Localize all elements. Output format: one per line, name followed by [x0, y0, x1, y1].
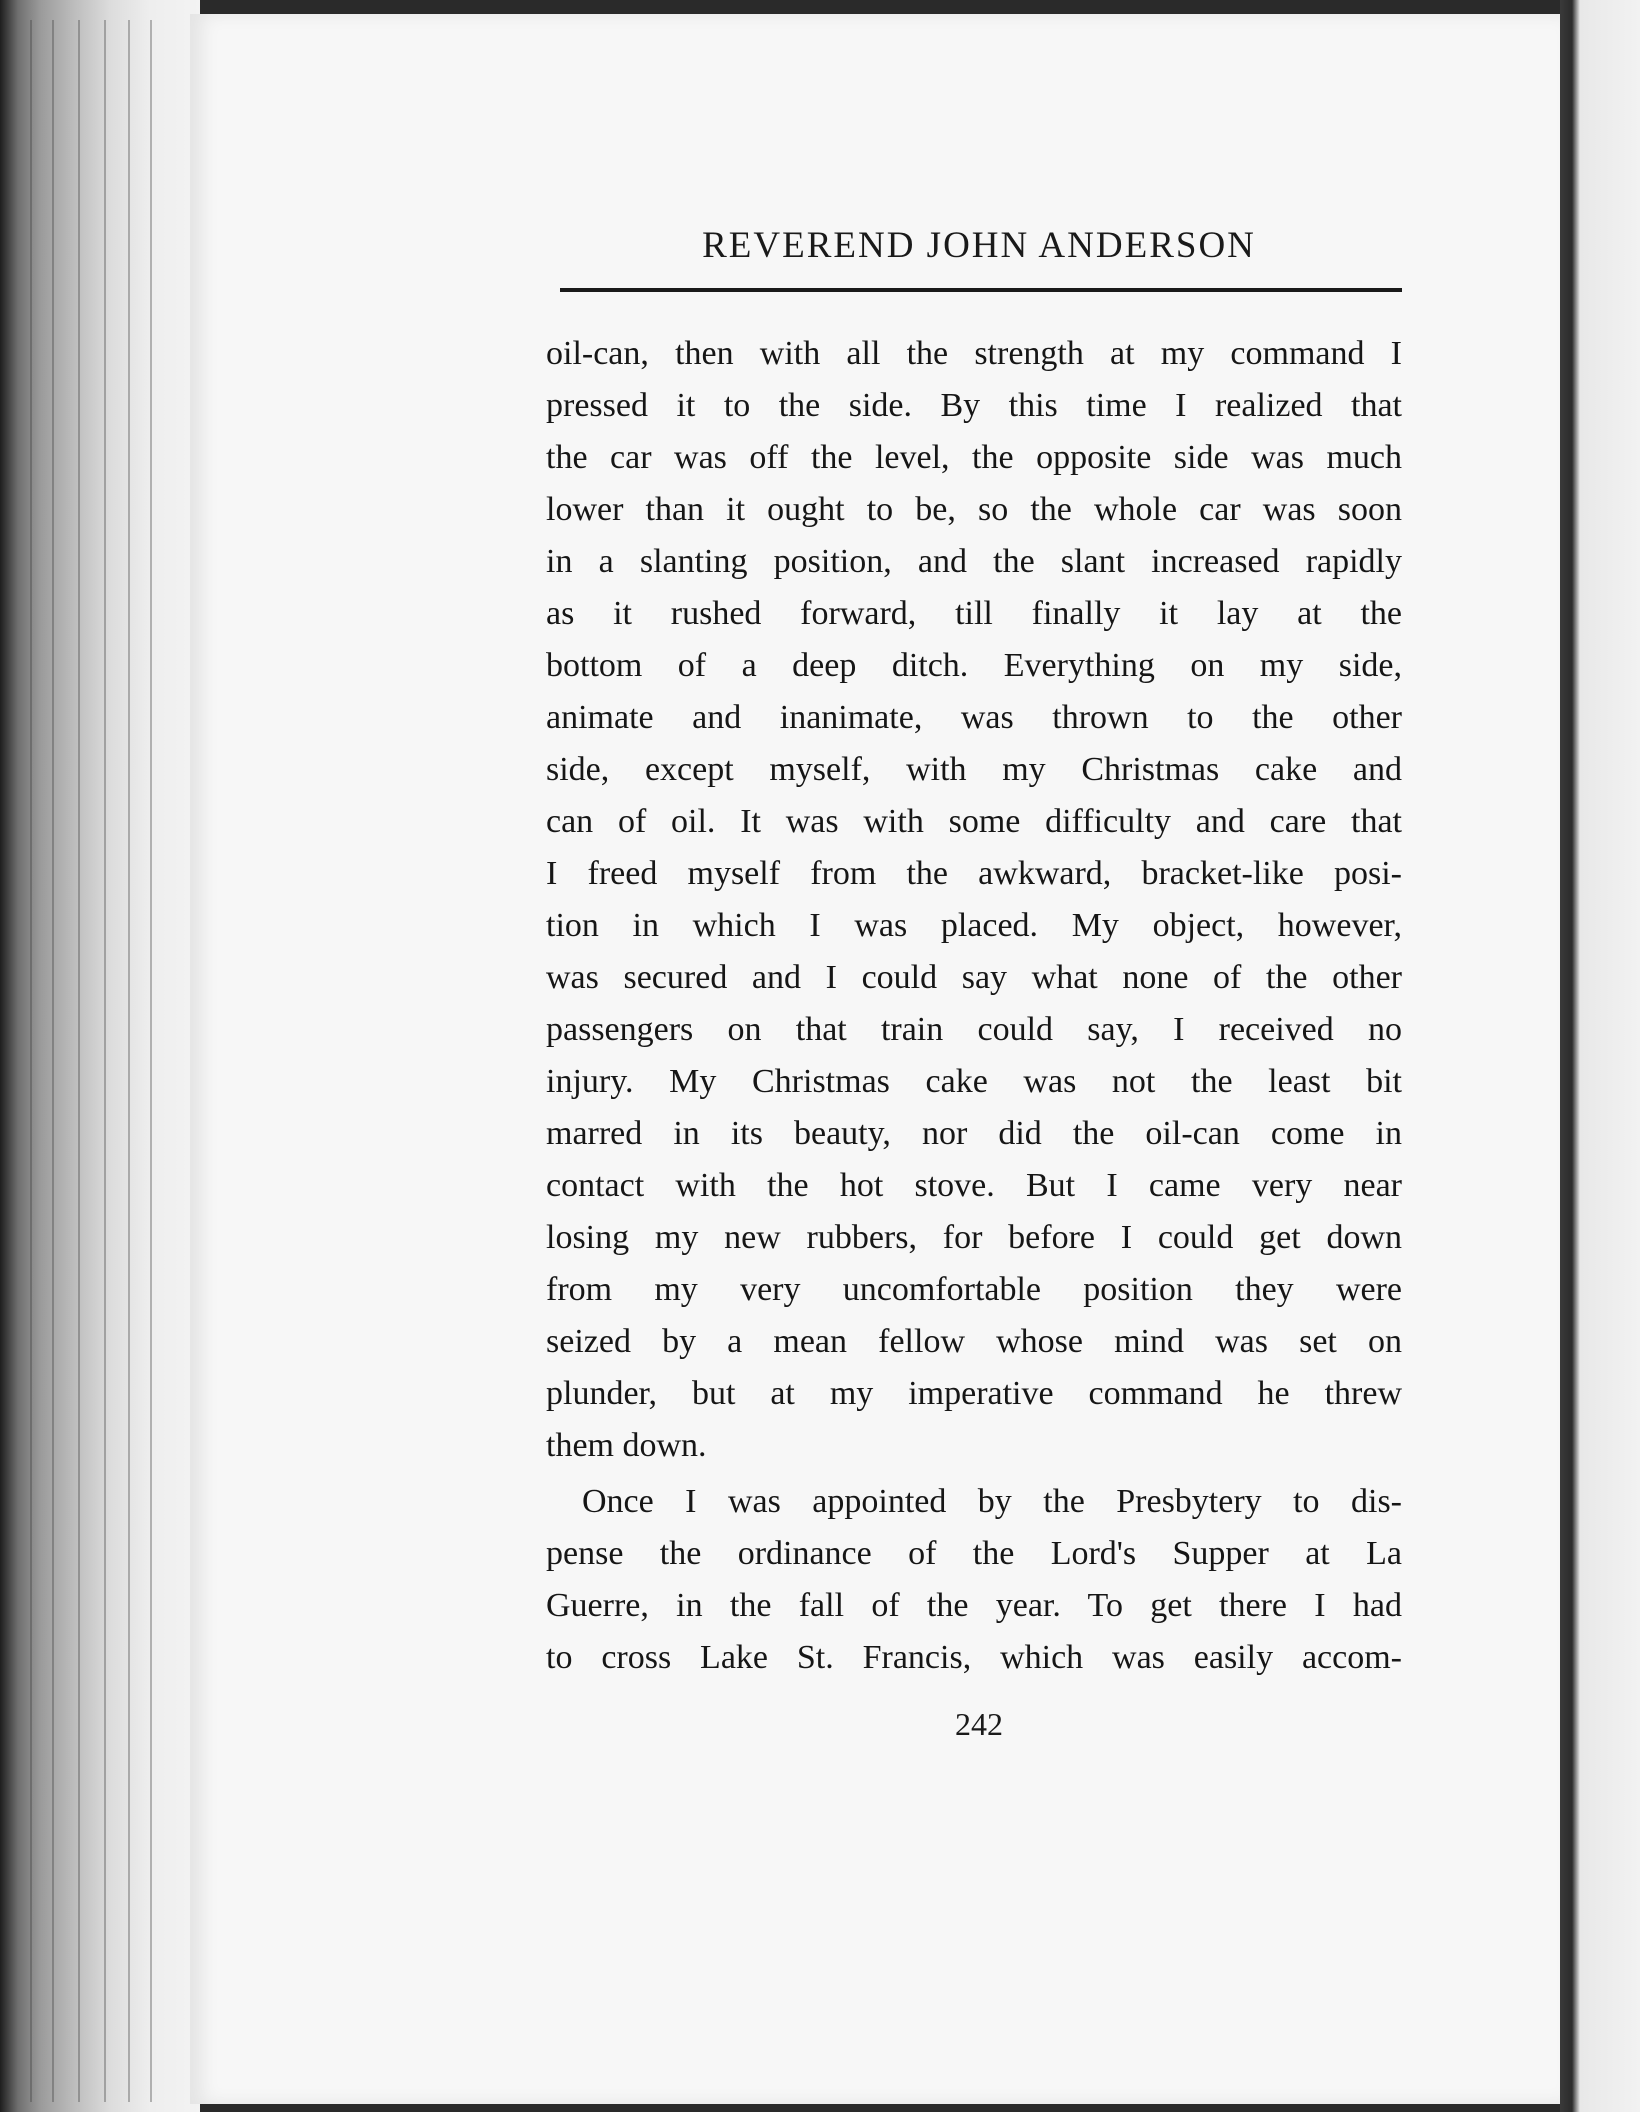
text-line: can of oil. It was with some difficulty and care that — [546, 803, 1402, 840]
paragraph-2 — [546, 1476, 1402, 1684]
text-line: contact with the hot stove. But I came very near — [546, 1167, 1402, 1204]
text-line: the car was off the level, the opposite side was much — [546, 439, 1402, 476]
text-line: in a slanting position, and the slant increased rapidly — [546, 543, 1402, 580]
text-line: marred in its beauty, nor did the oil-can come in — [546, 1115, 1402, 1152]
text-line: animate and inanimate, was thrown to the other — [546, 699, 1402, 736]
book-page-edges — [0, 0, 200, 2112]
text-line: as it rushed forward, till finally it lay at the — [546, 595, 1402, 632]
text-line: lower than it ought to be, so the whole car was soon — [546, 491, 1402, 528]
text-line: Once I was appointed by the Presbytery to dis- — [582, 1483, 1402, 1520]
header-rule — [560, 288, 1402, 292]
text-line: seized by a mean fellow whose mind was set on — [546, 1323, 1402, 1360]
text-line: losing my new rubbers, for before I could get down — [546, 1219, 1402, 1256]
text-line: them down. — [546, 1427, 707, 1464]
text-line: oil-can, then with all the strength at my command I — [546, 335, 1402, 372]
text-line: from my very uncomfortable position they were — [546, 1271, 1402, 1308]
text-line: Guerre, in the fall of the year. To get there I had — [546, 1587, 1402, 1624]
paragraph-1 — [546, 328, 1402, 1472]
text-line: was secured and I could say what none of the other — [546, 959, 1402, 996]
text-line: injury. My Christmas cake was not the least bit — [546, 1063, 1402, 1100]
running-head: REVEREND JOHN ANDERSON — [702, 225, 1256, 266]
text-line: bottom of a deep ditch. Everything on my side, — [546, 647, 1402, 684]
text-line: pense the ordinance of the Lord's Supper at La — [546, 1535, 1402, 1572]
text-line: tion in which I was placed. My object, however, — [546, 907, 1402, 944]
text-line: plunder, but at my imperative command he threw — [546, 1375, 1402, 1412]
page-number: 242 — [955, 1706, 1003, 1742]
text-line: to cross Lake St. Francis, which was easily accom- — [546, 1639, 1402, 1676]
text-line: I freed myself from the awkward, bracket-like posi- — [546, 855, 1402, 892]
text-line: side, except myself, with my Christmas cake and — [546, 751, 1402, 788]
text-line: pressed it to the side. By this time I realized that — [546, 387, 1402, 424]
text-line: passengers on that train could say, I received no — [546, 1011, 1402, 1048]
book-binding-edge — [1560, 0, 1640, 2112]
body-text — [546, 328, 1402, 1684]
